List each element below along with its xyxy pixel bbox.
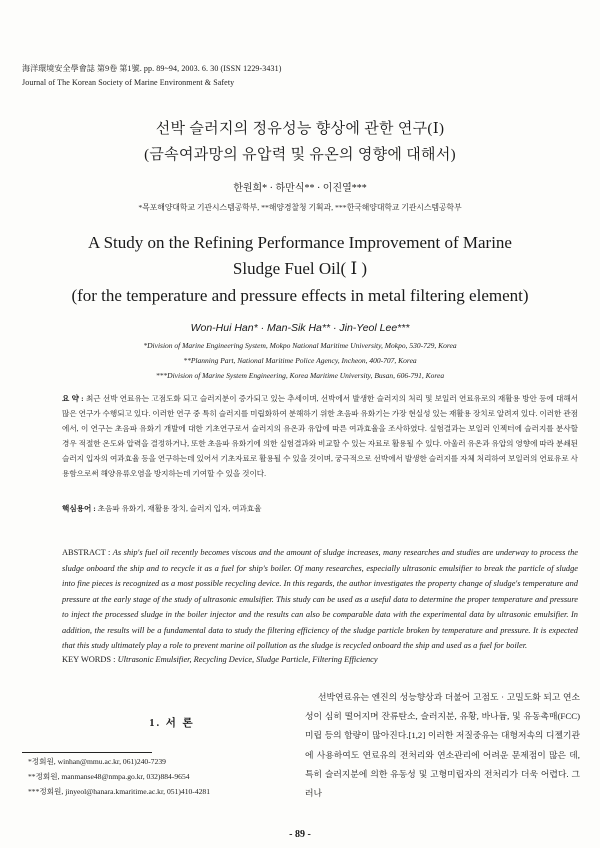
english-authors: Won-Hui Han* · Man-Sik Ha** · Jin-Yeol Lee***: [190, 322, 410, 334]
english-abstract-text: As ship's fuel oil recently becomes viscous and the amount of sludge increases, many researches and studies are underway to process the sludge onboard the ship and to recycle it as a fuel for ship's boiler. Of many researches, especially ultrasonic emulsifier to break the particle of sludge into fine pieces is recognized as a most possible recycling device. In this regards, the author investigates the property change of sludge's temperature and pressure at the early stage of the study of ultrasonic emulsifier. This study can be used as a useful data to determine the proper temperature and pressure to inject the processed sludge in the boiler injector and the results can also be comparable data with the experimental data by ultrasonic emulsifier. In addition, the results will be a fundamental data to study the filtering efficiency of the sludge particle broken by temperature and pressure. It is expected that this study ultimately play a role to prevent marine oil pollution as the sludge is recycled onboard the ship and used as a fuel for boiler.: [62, 548, 578, 650]
footnote-2: **정회원, manmanse48@nmpa.go.kr, 032)884-9654: [28, 772, 190, 781]
section-heading-introduction: 1. 서 론: [149, 718, 195, 729]
english-affiliation-3: ***Division of Marine System Engineering, Korea Maritime University, Busan, 606-791, Korea: [155, 371, 445, 380]
english-title-line-1: A Study on the Refining Performance Improvement of Marine: [88, 233, 512, 252]
korean-abstract-label: 요 약 :: [62, 394, 86, 403]
korean-keywords-label: 핵심용어 :: [62, 504, 98, 513]
korean-affiliations: *목포해양대학교 기관시스템공학부, **해양경찰청 기획과, ***한국해양대학교 기관시스템공학부: [138, 203, 462, 212]
footnote-1: *정회원, winhan@mmu.ac.kr, 061)240-7239: [28, 757, 166, 766]
page-number: - 89 -: [289, 829, 311, 840]
english-subtitle: (for the temperature and pressure effects in metal filtering element): [71, 286, 529, 305]
korean-abstract: [62, 391, 578, 481]
footnote-divider: [22, 752, 152, 753]
korean-subtitle: (금속여과망의 유압력 및 유온의 영향에 대해서): [144, 147, 456, 163]
korean-keywords: [62, 503, 578, 515]
journal-citation-line: 海洋環境安全學會誌 第9卷 第1號. pp. 89~94, 2003. 6. 30 (ISSN 1229-3431): [22, 64, 282, 73]
korean-keywords-text: 초음파 유화기, 재활용 장치, 슬러지 입자, 여과효율: [97, 504, 262, 513]
english-title-line-2: Sludge Fuel Oil( Ⅰ ): [232, 259, 368, 278]
footnote-3: ***정회원, jinyeol@hanara.kmaritime.ac.kr, 051)410-4281: [28, 787, 211, 796]
english-abstract: [62, 545, 578, 654]
korean-title: 선박 슬러지의 정유성능 향상에 관한 연구(Ⅰ): [155, 121, 445, 137]
introduction-paragraph: 선박연료유는 엔진의 성능향상과 더불어 고점도 · 고밀도화 되고 연소성이 심히 떨어지며 잔류탄소, 슬러지분, 유황, 바나듐, 및 유동촉매(FCC)미립 등의 함량이 많아진다.[1,2] 이러한 저질중유는 대형저속의 디젤기관에 사용하여도 연료유의 전처리와 연소관리에 어려운 문제점이 많은 데, 특히 슬러지분에 의한 유동성 및 고형미립자의 전처리가 더욱 어렵다. 그러나: [305, 692, 580, 799]
english-keywords-text: Ultrasonic Emulsifier, Recycling Device, Sludge Particle, Filtering Efficiency: [117, 655, 378, 664]
english-affiliation-2: **Planning Part, National Maritime Police Agency, Incheon, 400-707, Korea: [183, 356, 417, 365]
korean-authors: 한원희* · 하만식** · 이진열***: [233, 183, 367, 194]
footnotes: [28, 754, 293, 799]
english-keywords: [62, 654, 578, 666]
english-keywords-label: KEY WORDS :: [62, 655, 118, 664]
korean-abstract-text: 최근 선박 연료유는 고점도화 되고 슬러지분이 증가되고 있는 추세이며, 선박에서 발생한 슬러지의 처리 및 보일러 연료유로의 재활용 방안 등에 대해서 많은 연구가 수행되고 있다. 이러한 연구 중 특히 슬러지를 미립화하여 분해하기 위한 초음파 유화기는 가장 현실성 있는 재활용 장치로 알려져 있다. 이러한 관점에서, 이 연구는 초음파 유화기 개발에 대한 기초연구로서 슬러지의 유온과 유압에 따른 여과효율을 조사하였다. 실험결과는 보일러 인젝터에 슬러지를 분사할 경우 적절한 온도와 압력을 결정하거나, 또한 초음파 유화기에 의한 실험결과와 비교할 수 있는 자료로 활용될 수 있다. 아울러 유온과 유압의 영향에 따라 분쇄된 슬러지 입자의 여과효율 등을 연구하는데 있어서 기초자료로 활용될 수 있을 것이며, 궁극적으로 선박에서 발생한 슬러지를 자체 처리하여 보일러의 연료유로 사용함으로써 해양유류오염을 방지하는데 기여할 수 있을 것이다.: [62, 394, 579, 478]
english-abstract-label: ABSTRACT :: [62, 548, 113, 557]
english-affiliation-1: *Division of Marine Engineering System, Mokpo National Maritime University, Mokpo, 530-729, Korea: [143, 341, 457, 350]
journal-name-line: Journal of The Korean Society of Marine Environment & Safety: [22, 78, 235, 87]
